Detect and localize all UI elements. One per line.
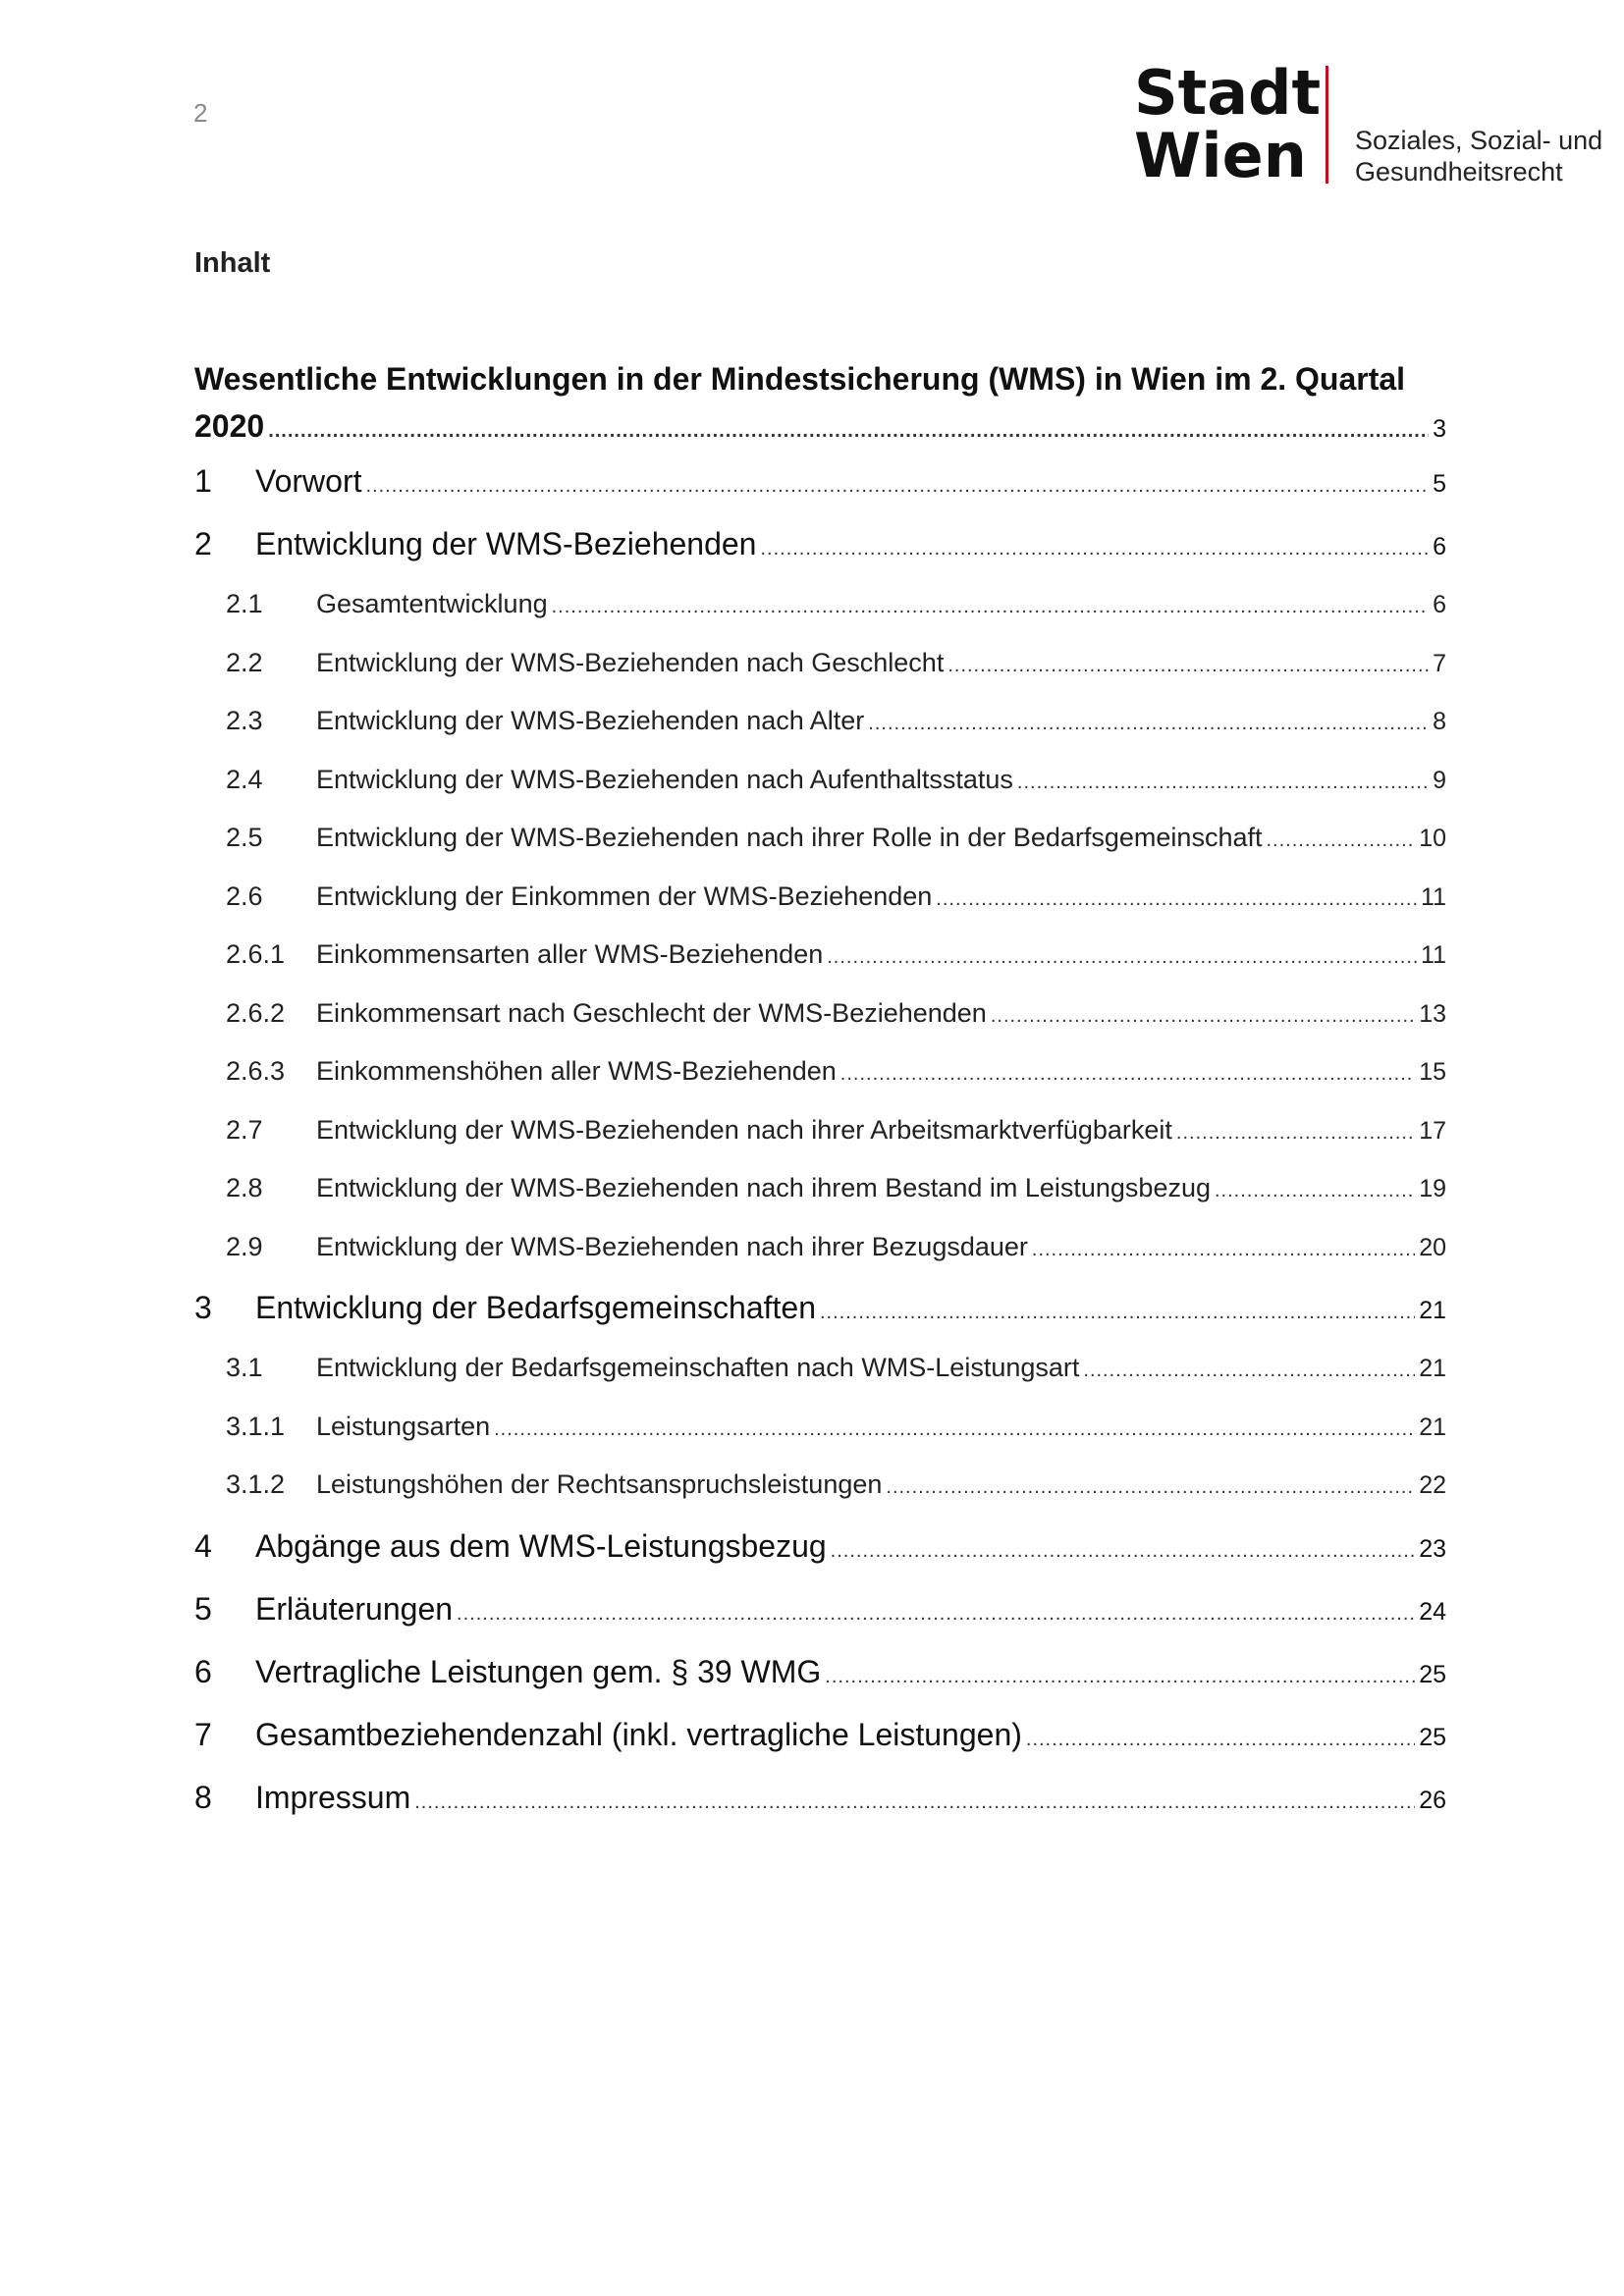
toc-entry[interactable] [194,1159,1446,1218]
logo-divider [1326,66,1328,184]
toc-entry-number: 2.9 [226,1231,263,1261]
toc-main-entry-continuation[interactable] [194,402,1446,450]
toc-entry[interactable] [194,450,1446,512]
toc-page-number: 10 [1419,825,1446,852]
leader-dots [1032,1218,1415,1280]
toc-entry-number: 8 [194,1779,212,1815]
toc-page-number: 25 [1419,1723,1446,1751]
leader-dots [760,512,1429,580]
toc-entry[interactable] [194,1577,1446,1640]
toc-page-number: 20 [1419,1233,1446,1261]
toc-entry-number: 3 [194,1290,212,1325]
toc-entry-number: 3.1 [226,1353,263,1382]
toc-entry-number: 1 [194,463,212,499]
toc-entry-label: Entwicklung der WMS-Beziehenden nach Geschlecht [316,647,945,677]
toc-entry-label: Vertragliche Leistungen gem. § 39 WMG [255,1653,822,1689]
toc-page-number: 21 [1419,1355,1446,1382]
toc-entry[interactable] [194,1456,1446,1515]
toc-page-number: 5 [1433,470,1446,498]
toc-entry-label: Entwicklung der Einkommen der WMS-Beziehenden [316,881,933,911]
toc-page-number: 24 [1419,1597,1446,1626]
toc-entry-label: Entwicklung der WMS-Beziehenden nach ihrer Bezugsdauer [316,1231,1028,1261]
toc-entry-label: Gesamtbeziehendenzahl (inkl. vertragliche Leistungen) [255,1716,1022,1752]
stadt-wien-logo [1134,57,1603,191]
toc-entry-number: 2.1 [226,589,263,618]
toc-entry-number: 2.2 [226,647,263,677]
toc-entry-label: Einkommensart nach Geschlecht der WMS-Beziehenden [316,997,987,1028]
leader-dots [1017,751,1429,813]
toc-entry[interactable] [194,512,1446,575]
table-of-contents [194,355,1446,1829]
toc-entry[interactable] [194,1398,1446,1457]
leader-dots [886,1456,1415,1518]
toc-page-number: 17 [1419,1116,1446,1145]
page-heading: Inhalt [194,247,271,279]
leader-dots [552,575,1429,637]
leader-dots [268,402,1429,454]
leader-dots [1215,1159,1415,1221]
toc-entry-number: 3.1.1 [226,1411,286,1441]
toc-entry-label: Entwicklung der WMS-Beziehenden nach ihrer Rolle in der Bedarfsgemeinschaft [316,823,1263,852]
toc-entry-number: 3.1.2 [226,1469,286,1499]
toc-entry[interactable] [194,1515,1446,1577]
toc-entries [194,450,1446,1829]
toc-entry-label: Entwicklung der WMS-Beziehenden nach Alter [316,706,865,735]
leader-dots [1026,1703,1415,1771]
toc-entry-number: 2.3 [226,706,263,735]
toc-page-number: 9 [1433,766,1446,794]
toc-entry-label: Entwicklung der Bedarfsgemeinschaften nach WMS-Leistungsart [316,1353,1080,1382]
toc-entry[interactable] [194,1640,1446,1703]
toc-entry-label: Entwicklung der WMS-Beziehenden nach ihrer Arbeitsmarktverfügbarkeit [316,1114,1172,1145]
toc-main-entry[interactable] [194,355,1446,402]
leader-dots [936,868,1417,930]
toc-entry-label: Entwicklung der WMS-Beziehenden [255,526,757,561]
toc-page-number: 26 [1419,1786,1446,1814]
toc-entry-label: Gesamtentwicklung [316,589,548,618]
toc-page-number: 21 [1419,1413,1446,1441]
leader-dots [840,1042,1415,1104]
leader-dots [1083,1339,1415,1401]
toc-entry[interactable] [194,634,1446,693]
toc-page-number: 11 [1421,941,1446,969]
toc-entry-number: 2 [194,526,212,561]
leader-dots [825,1640,1415,1708]
toc-entry[interactable] [194,1101,1446,1160]
toc-entry-label: Einkommenshöhen aller WMS-Beziehenden [316,1056,837,1086]
toc-entry[interactable] [194,692,1446,751]
toc-entry-label: Entwicklung der WMS-Beziehenden nach ihrem Bestand im Leistungsbezug [316,1173,1211,1202]
toc-entry-label: Entwicklung der WMS-Beziehenden nach Aufenthaltsstatus [316,764,1013,794]
toc-entry-number: 2.6.1 [226,939,286,969]
toc-page-number: 7 [1433,649,1446,677]
toc-entry[interactable] [194,1766,1446,1829]
toc-entry[interactable] [194,926,1446,985]
toc-page-number: 19 [1419,1175,1446,1202]
leader-dots [947,634,1429,696]
page-number: 2 [193,98,208,128]
leader-dots [827,926,1417,988]
toc-entry-number: 2.6 [226,881,263,911]
toc-page-number: 22 [1419,1471,1446,1499]
toc-entry-label: Vorwort [255,463,362,499]
logo-subtitle-line2: Gesundheitsrecht [1355,157,1563,187]
toc-main-title-line1: Wesentliche Entwicklungen in der Mindestsicherung (WMS) in Wien im 2. Quartal [194,361,1406,397]
logo-word-stadt: Stadt [1134,57,1322,129]
toc-entry-number: 7 [194,1716,212,1752]
toc-page-number: 23 [1419,1534,1446,1563]
toc-entry[interactable] [194,1218,1446,1277]
toc-entry[interactable] [194,1339,1446,1398]
toc-page-number: 25 [1419,1660,1446,1688]
leader-dots [414,1766,1415,1834]
toc-entry-number: 4 [194,1527,212,1564]
toc-entry-number: 6 [194,1653,212,1689]
toc-entry-number: 2.6.3 [226,1056,286,1086]
leader-dots [991,985,1415,1046]
toc-entry[interactable] [194,1276,1446,1339]
toc-entry-label: Einkommensarten aller WMS-Beziehenden [316,939,824,969]
toc-page-number: 6 [1433,533,1446,561]
toc-entry[interactable] [194,985,1446,1043]
toc-page-number: 8 [1433,708,1446,735]
toc-page-number: 13 [1419,999,1446,1028]
toc-entry-number: 2.5 [226,823,263,852]
leader-dots [1266,809,1415,871]
leader-dots [831,1515,1416,1582]
toc-entry-label: Entwicklung der Bedarfsgemeinschaften [255,1290,816,1325]
leader-dots [365,450,1429,517]
toc-entry[interactable] [194,809,1446,868]
leader-dots [868,692,1429,754]
toc-entry-number: 2.4 [226,764,263,794]
toc-main-title-line2: 2020 [194,408,265,444]
toc-page-number: 3 [1433,415,1446,443]
toc-page-number: 11 [1421,882,1446,911]
toc-entry-label: Leistungsarten [316,1411,491,1441]
leader-dots [494,1398,1415,1460]
toc-entry[interactable] [194,1042,1446,1101]
logo-subtitle-line1: Soziales, Sozial- und [1355,126,1603,155]
toc-entry[interactable] [194,751,1446,810]
leader-dots [820,1276,1415,1344]
toc-entry-number: 2.8 [226,1173,263,1202]
toc-page-number: 15 [1419,1058,1446,1086]
toc-entry-label: Impressum [255,1779,411,1815]
toc-entry-number: 5 [194,1590,212,1627]
toc-entry[interactable] [194,1703,1446,1766]
leader-dots [457,1577,1415,1645]
toc-entry[interactable] [194,868,1446,927]
toc-entry-number: 2.6.2 [226,997,286,1028]
toc-entry-label: Leistungshöhen der Rechtsanspruchsleistungen [316,1469,883,1499]
leader-dots [1176,1101,1415,1163]
toc-entry-label: Abgänge aus dem WMS-Leistungsbezug [255,1527,827,1564]
toc-entry-number: 2.7 [226,1114,263,1145]
toc-page-number: 6 [1433,591,1446,618]
toc-entry-label: Erläuterungen [255,1590,454,1627]
toc-page-number: 21 [1419,1297,1446,1324]
toc-entry[interactable] [194,575,1446,634]
logo-word-wien: Wien [1134,120,1307,191]
